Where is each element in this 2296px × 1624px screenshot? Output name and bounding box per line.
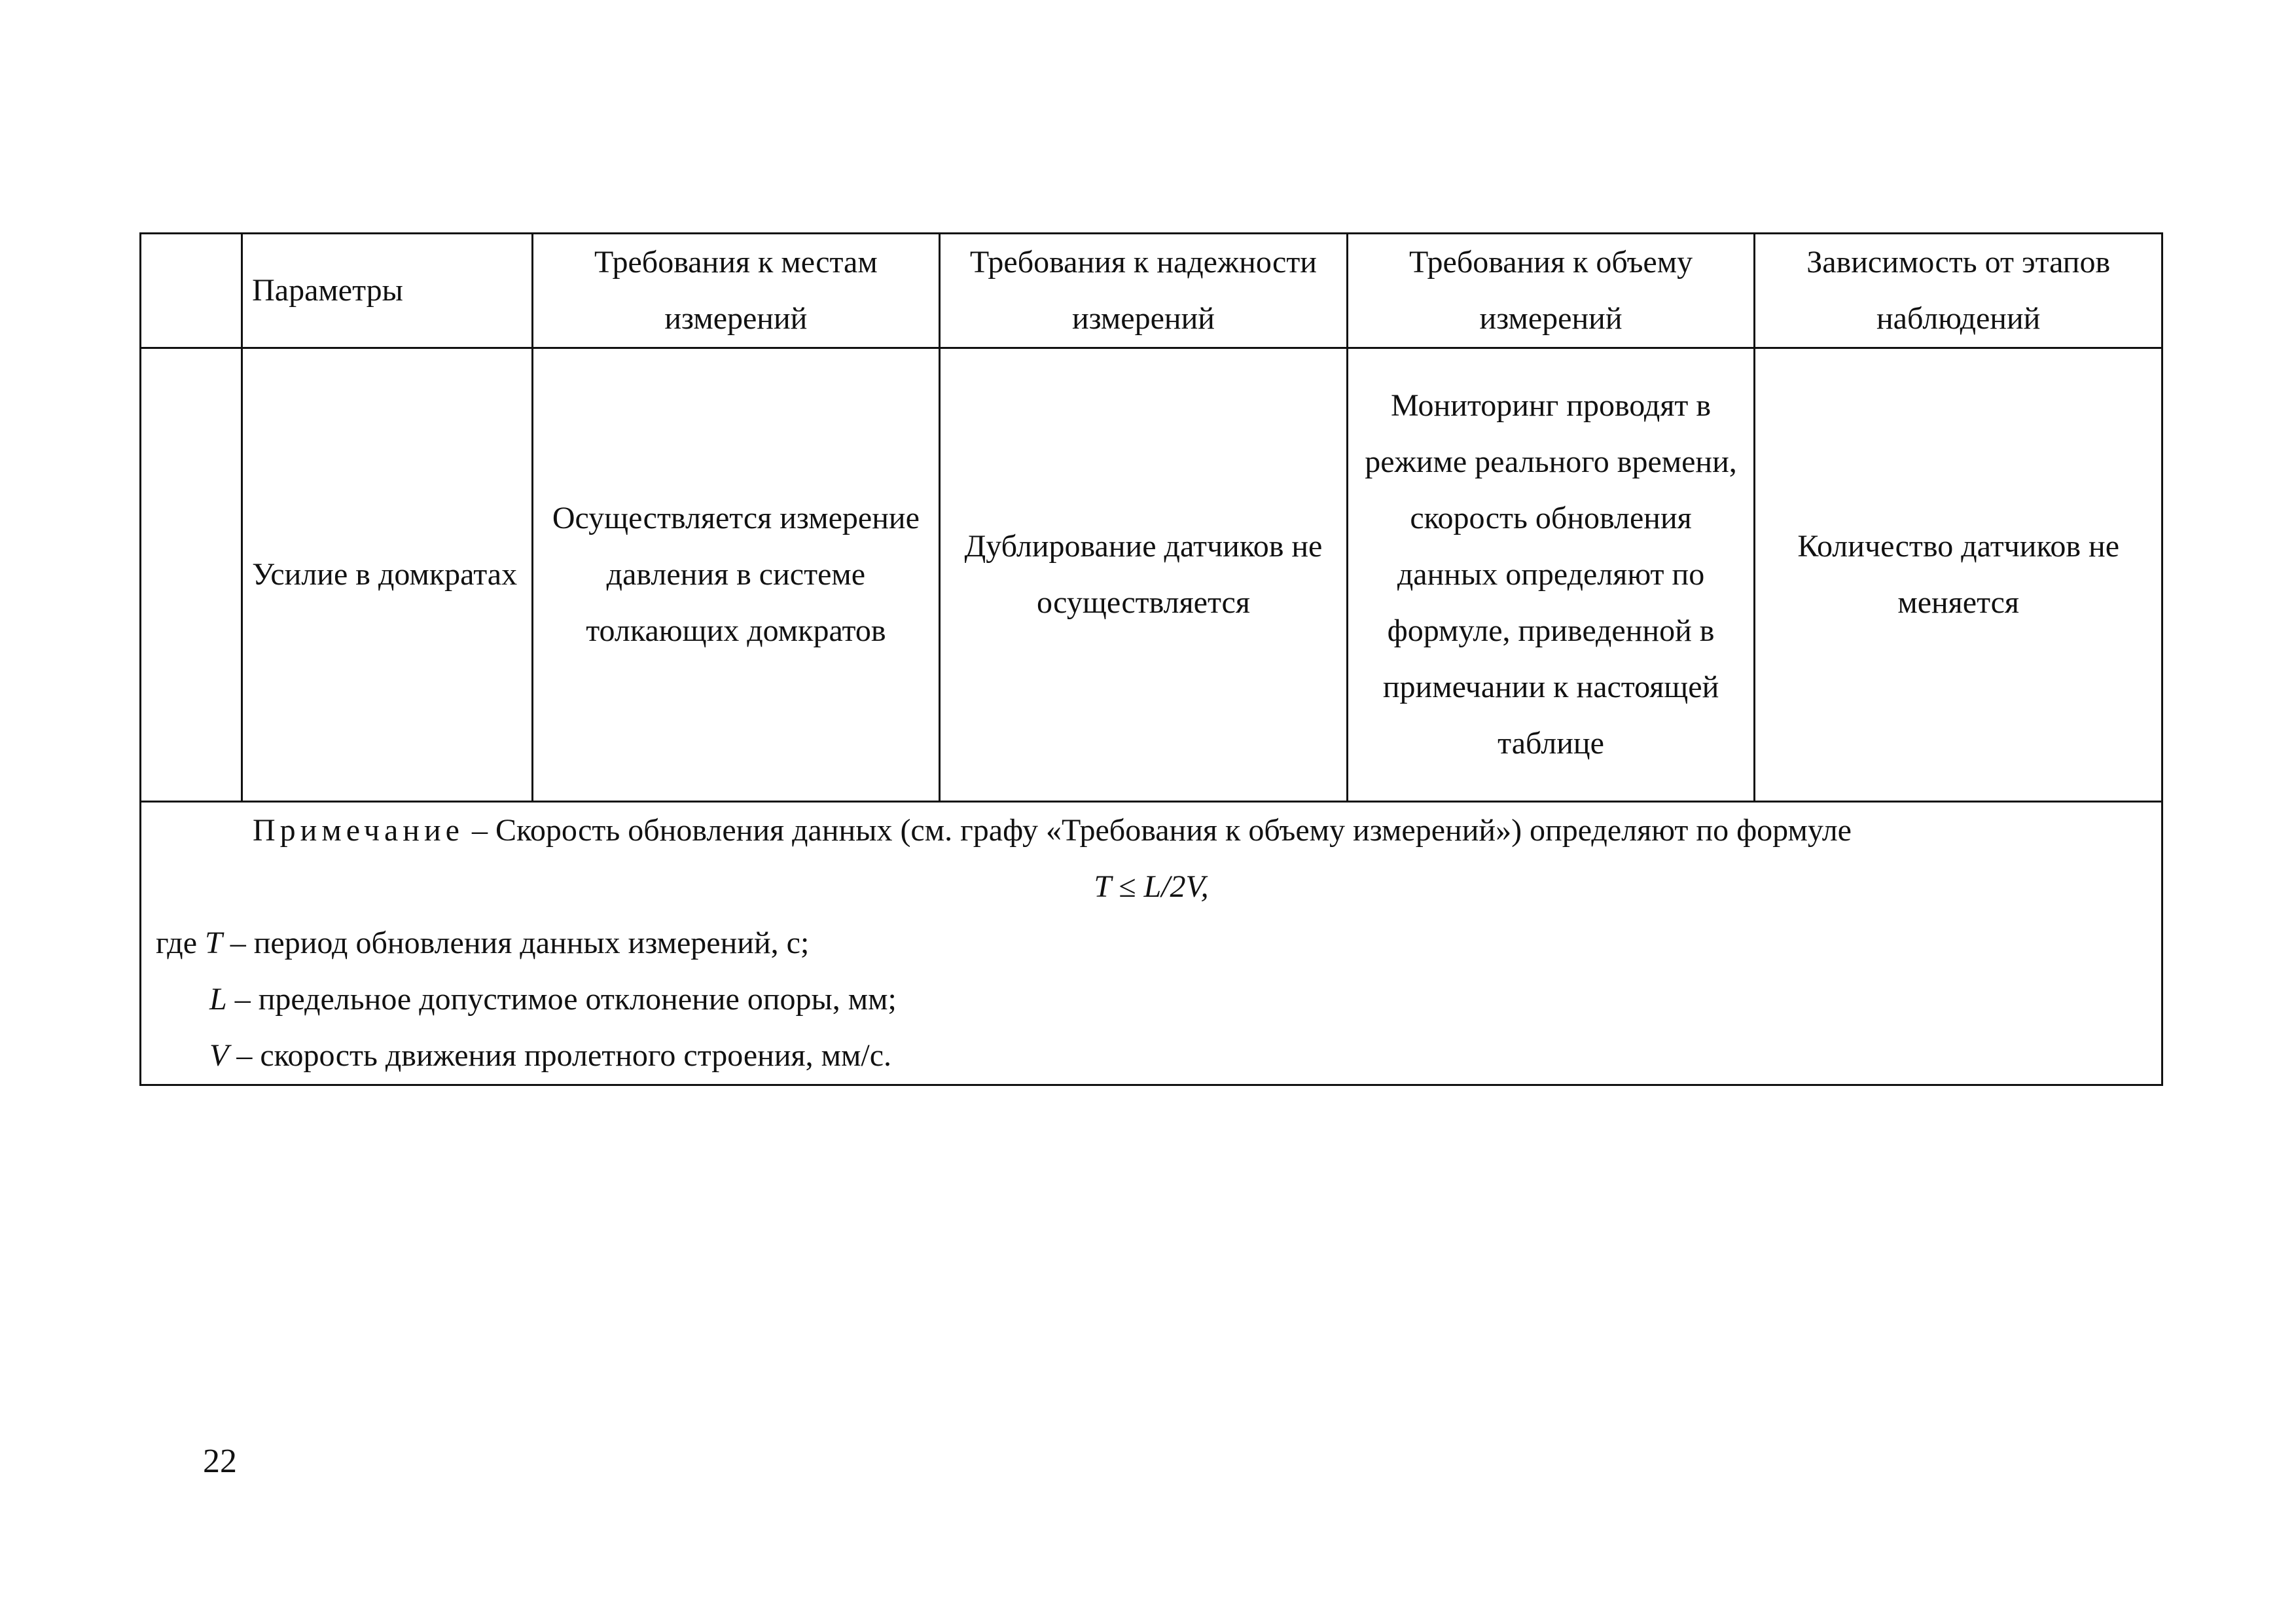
note-label: Примечание <box>253 813 464 848</box>
requirements-table <box>139 232 2163 1086</box>
note-first-line <box>253 803 1852 859</box>
var-v: V <box>209 1038 229 1073</box>
header-measurement-volume: Требования к объему измерений <box>1347 234 1755 348</box>
header-measurement-locations: Требования к местам измерений <box>532 234 940 348</box>
header-measurement-reliability: Требования к надежности измерений <box>940 234 1348 348</box>
note-text: – Скорость обновления данных (см. графу «Требования к объему измерений») определяют по формуле <box>463 813 1852 848</box>
table-note <box>141 802 2162 1085</box>
cell-parameter: Усилие в домкратах <box>242 348 532 802</box>
table-row <box>141 348 2162 802</box>
note-formula: T ≤ L/2V, <box>1094 869 1209 904</box>
cell-measurement-volume: Мониторинг проводят в режиме реального времени, скорость обновления данных определяют по формуле, приведенной в примечании к настоящей таблице <box>1347 348 1755 802</box>
var-t: T <box>205 926 223 960</box>
table-header-row <box>141 234 2162 348</box>
note-def-t: где T – период обновления данных измерений, с; <box>156 926 810 960</box>
table-note-row <box>141 802 2162 1085</box>
header-parameters: Параметры <box>242 234 532 348</box>
cell-num <box>141 348 242 802</box>
cell-measurement-reliability: Дублирование датчиков не осуществляется <box>940 348 1348 802</box>
header-num <box>141 234 242 348</box>
var-l: L <box>209 982 227 1017</box>
cell-stage-dependence: Количество датчиков не меняется <box>1755 348 2162 802</box>
header-stage-dependence: Зависимость от этапов наблюдений <box>1755 234 2162 348</box>
cell-measurement-locations: Осуществляется измерение давления в системе толкающих домкратов <box>532 348 940 802</box>
page-number: 22 <box>203 1443 237 1480</box>
note-def-l: L – предельное допустимое отклонение опоры, мм; <box>209 982 897 1017</box>
note-def-v: V – скорость движения пролетного строения, мм/с. <box>209 1038 892 1073</box>
